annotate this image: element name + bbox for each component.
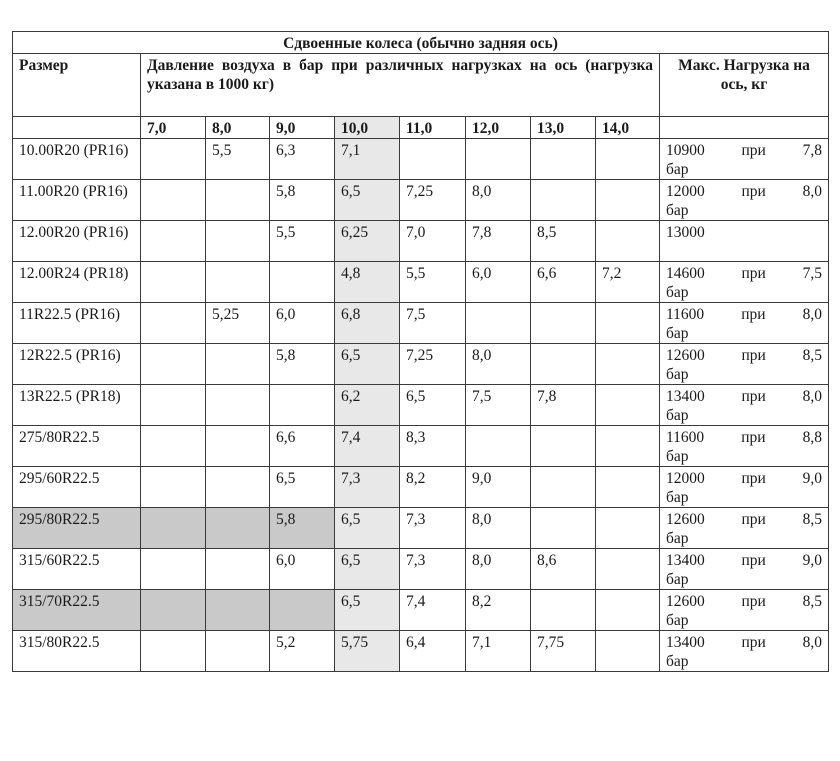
- max-load-line: [666, 305, 822, 324]
- pressure-cell: [141, 549, 206, 590]
- tire-size: 10.00R20 (PR16): [13, 139, 141, 180]
- max-load-cell: [660, 426, 829, 467]
- pressure-cell: 6,0: [270, 549, 335, 590]
- pressure-cell: [531, 467, 596, 508]
- pressure-cell: 7,4: [400, 590, 466, 631]
- max-load-unit: бар: [666, 325, 689, 342]
- max-load-bar: 8,0: [802, 183, 822, 200]
- tire-size: 315/70R22.5: [13, 590, 141, 631]
- pressure-cell: [141, 426, 206, 467]
- pressure-cell: 8,6: [531, 549, 596, 590]
- max-load-unit: бар: [666, 284, 689, 301]
- pressure-cell: 4,8: [335, 262, 400, 303]
- pressure-cell: [206, 590, 270, 631]
- pressure-cell: 6,5: [335, 180, 400, 221]
- max-load-kg: 14600: [666, 265, 705, 282]
- pressure-cell: [400, 139, 466, 180]
- pressure-cell: [596, 221, 660, 262]
- max-load-kg: 13400: [666, 634, 705, 651]
- max-load-unit: бар: [666, 571, 689, 588]
- load-values-row: [13, 117, 829, 139]
- max-load-bar: 8,0: [802, 634, 822, 651]
- pressure-cell: 5,8: [270, 508, 335, 549]
- header-pressure: Давление воздуха в бар при различных нагрузках на ось (нагрузка указана в 1000 кг): [141, 54, 660, 117]
- max-load-line: [666, 551, 822, 570]
- pressure-cell: [206, 467, 270, 508]
- pressure-cell: 6,5: [335, 508, 400, 549]
- pressure-cell: [596, 303, 660, 344]
- max-load-bar: 8,5: [802, 511, 822, 528]
- pressure-cell: 6,6: [270, 426, 335, 467]
- max-load-line: [666, 387, 822, 406]
- pressure-cell: [596, 508, 660, 549]
- table-title-row: [13, 32, 829, 54]
- pressure-cell: 9,0: [466, 467, 531, 508]
- pressure-cell: 7,8: [466, 221, 531, 262]
- pressure-cell: [596, 549, 660, 590]
- pressure-cell: 6,25: [335, 221, 400, 262]
- table-row: [13, 549, 829, 590]
- max-load-kg: 11600: [666, 306, 705, 323]
- max-load-unit: бар: [666, 202, 689, 219]
- max-load-kg: 12600: [666, 593, 705, 610]
- pressure-cell: [206, 344, 270, 385]
- table-row: [13, 590, 829, 631]
- max-load-bar: 8,5: [802, 593, 822, 610]
- pressure-cell: [531, 303, 596, 344]
- pressure-cell: 8,5: [531, 221, 596, 262]
- pressure-cell: [206, 508, 270, 549]
- pressure-cell: 5,5: [206, 139, 270, 180]
- table-row: [13, 508, 829, 549]
- table-row: [13, 262, 829, 303]
- max-load-bar: 8,8: [802, 429, 822, 446]
- pressure-cell: 6,2: [335, 385, 400, 426]
- max-load-line: [666, 264, 822, 283]
- pressure-cell: [206, 549, 270, 590]
- max-load-at: при: [741, 511, 766, 528]
- load-header-cell: 14,0: [596, 117, 660, 139]
- max-load-at: при: [741, 265, 766, 282]
- pressure-cell: [466, 139, 531, 180]
- pressure-cell: [141, 180, 206, 221]
- max-load-line: [666, 469, 822, 488]
- tire-size: 315/60R22.5: [13, 549, 141, 590]
- pressure-cell: 8,2: [400, 467, 466, 508]
- pressure-cell: [270, 262, 335, 303]
- pressure-cell: [141, 303, 206, 344]
- pressure-cell: [141, 344, 206, 385]
- max-load-cell: [660, 221, 829, 262]
- pressure-cell: [270, 385, 335, 426]
- max-load-at: при: [741, 634, 766, 651]
- pressure-cell: 6,3: [270, 139, 335, 180]
- max-load-cell: [660, 139, 829, 180]
- pressure-cell: [531, 180, 596, 221]
- pressure-cell: [141, 262, 206, 303]
- tire-size: 295/60R22.5: [13, 467, 141, 508]
- load-header-cell: 12,0: [466, 117, 531, 139]
- table-row: [13, 385, 829, 426]
- pressure-cell: 6,8: [335, 303, 400, 344]
- max-load-line: [666, 592, 822, 611]
- pressure-cell: [596, 385, 660, 426]
- pressure-cell: 7,5: [400, 303, 466, 344]
- pressure-cell: 6,6: [531, 262, 596, 303]
- load-header-cell: 10,0: [335, 117, 400, 139]
- max-load-bar: 9,0: [802, 552, 822, 569]
- tire-size: 12R22.5 (PR16): [13, 344, 141, 385]
- pressure-cell: 7,1: [335, 139, 400, 180]
- max-load-bar: 9,0: [802, 470, 822, 487]
- pressure-cell: 7,2: [596, 262, 660, 303]
- max-load-at: при: [741, 429, 766, 446]
- max-load-unit: бар: [666, 530, 689, 547]
- table-row: [13, 344, 829, 385]
- pressure-cell: [596, 467, 660, 508]
- pressure-cell: [531, 590, 596, 631]
- max-load-at: при: [741, 347, 766, 364]
- pressure-cell: 6,5: [400, 385, 466, 426]
- pressure-cell: 5,5: [270, 221, 335, 262]
- max-load-bar: 7,5: [802, 265, 822, 282]
- load-header-cell: 11,0: [400, 117, 466, 139]
- pressure-cell: [206, 262, 270, 303]
- max-load-cell: [660, 344, 829, 385]
- load-header-blank: [660, 117, 829, 139]
- pressure-cell: [206, 180, 270, 221]
- pressure-cell: 8,0: [466, 344, 531, 385]
- max-load-cell: [660, 262, 829, 303]
- table-title: Сдвоенные колеса (обычно задняя ось): [13, 32, 829, 54]
- tire-pressure-table: [12, 31, 829, 672]
- max-load-cell: [660, 631, 829, 672]
- pressure-cell: 8,3: [400, 426, 466, 467]
- load-spacer: [13, 117, 141, 139]
- max-load-kg: 13000: [666, 224, 705, 241]
- pressure-cell: 6,5: [335, 344, 400, 385]
- pressure-cell: [531, 426, 596, 467]
- max-load-unit: бар: [666, 366, 689, 383]
- pressure-cell: [206, 385, 270, 426]
- max-load-cell: [660, 385, 829, 426]
- max-load-line: [666, 141, 822, 160]
- tire-size: 275/80R22.5: [13, 426, 141, 467]
- max-load-cell: [660, 549, 829, 590]
- pressure-cell: 7,3: [400, 549, 466, 590]
- pressure-cell: 7,25: [400, 344, 466, 385]
- pressure-cell: 6,0: [270, 303, 335, 344]
- pressure-cell: 8,0: [466, 508, 531, 549]
- pressure-cell: 5,75: [335, 631, 400, 672]
- pressure-cell: 6,5: [335, 590, 400, 631]
- pressure-cell: 6,4: [400, 631, 466, 672]
- tire-size: 12.00R24 (PR18): [13, 262, 141, 303]
- pressure-cell: 8,2: [466, 590, 531, 631]
- pressure-cell: 7,0: [400, 221, 466, 262]
- max-load-cell: [660, 467, 829, 508]
- max-load-cell: [660, 590, 829, 631]
- table-row: [13, 426, 829, 467]
- pressure-cell: [531, 139, 596, 180]
- pressure-cell: 5,8: [270, 180, 335, 221]
- table-row: [13, 180, 829, 221]
- pressure-cell: [141, 631, 206, 672]
- header-max-load: Макс. Нагрузка на ось, кг: [660, 54, 829, 117]
- max-load-bar: 8,0: [802, 306, 822, 323]
- pressure-cell: [596, 180, 660, 221]
- table-row: [13, 631, 829, 672]
- tire-size: 11R22.5 (PR16): [13, 303, 141, 344]
- pressure-cell: 5,25: [206, 303, 270, 344]
- tire-size: 12.00R20 (PR16): [13, 221, 141, 262]
- table-header-row: [13, 54, 829, 117]
- pressure-cell: [141, 508, 206, 549]
- pressure-cell: [596, 139, 660, 180]
- pressure-cell: [141, 590, 206, 631]
- pressure-cell: [466, 426, 531, 467]
- pressure-cell: 6,5: [270, 467, 335, 508]
- pressure-cell: 7,5: [466, 385, 531, 426]
- pressure-cell: 5,8: [270, 344, 335, 385]
- tire-size: 11.00R20 (PR16): [13, 180, 141, 221]
- max-load-bar: 8,0: [802, 388, 822, 405]
- max-load-unit: бар: [666, 407, 689, 424]
- max-load-unit: бар: [666, 448, 689, 465]
- max-load-cell: [660, 180, 829, 221]
- max-load-kg: 12000: [666, 470, 705, 487]
- max-load-line: [666, 633, 822, 652]
- max-load-at: при: [741, 142, 766, 159]
- max-load-unit: бар: [666, 612, 689, 629]
- pressure-cell: [141, 221, 206, 262]
- max-load-kg: 12600: [666, 511, 705, 528]
- pressure-cell: 7,75: [531, 631, 596, 672]
- pressure-cell: 8,0: [466, 180, 531, 221]
- pressure-cell: [206, 426, 270, 467]
- pressure-cell: 7,8: [531, 385, 596, 426]
- max-load-line: [666, 182, 822, 201]
- max-load-at: при: [741, 388, 766, 405]
- max-load-cell: [660, 303, 829, 344]
- pressure-cell: 7,3: [335, 467, 400, 508]
- pressure-cell: [596, 590, 660, 631]
- max-load-unit: бар: [666, 489, 689, 506]
- max-load-bar: 8,5: [802, 347, 822, 364]
- pressure-cell: [141, 139, 206, 180]
- table-row: [13, 467, 829, 508]
- tire-size: 315/80R22.5: [13, 631, 141, 672]
- max-load-kg: 11600: [666, 429, 705, 446]
- header-size: Размер: [13, 54, 141, 117]
- pressure-cell: 7,1: [466, 631, 531, 672]
- pressure-cell: [596, 631, 660, 672]
- max-load-unit: бар: [666, 653, 689, 670]
- load-header-cell: 8,0: [206, 117, 270, 139]
- pressure-cell: [206, 221, 270, 262]
- pressure-cell: 5,5: [400, 262, 466, 303]
- pressure-cell: 7,3: [400, 508, 466, 549]
- pressure-cell: [270, 590, 335, 631]
- max-load-at: при: [741, 593, 766, 610]
- max-load-bar: 7,8: [802, 142, 822, 159]
- max-load-kg: 12000: [666, 183, 705, 200]
- pressure-cell: [141, 385, 206, 426]
- pressure-cell: 8,0: [466, 549, 531, 590]
- max-load-cell: [660, 508, 829, 549]
- pressure-cell: 7,4: [335, 426, 400, 467]
- max-load-at: при: [741, 306, 766, 323]
- max-load-at: при: [741, 183, 766, 200]
- table-row: [13, 221, 829, 262]
- max-load-kg: 10900: [666, 142, 705, 159]
- max-load-line: [666, 510, 822, 529]
- max-load-kg: 13400: [666, 552, 705, 569]
- tire-size: 13R22.5 (PR18): [13, 385, 141, 426]
- load-header-cell: 9,0: [270, 117, 335, 139]
- pressure-cell: [596, 344, 660, 385]
- pressure-cell: [141, 467, 206, 508]
- table-row: [13, 139, 829, 180]
- load-header-cell: 13,0: [531, 117, 596, 139]
- max-load-kg: 12600: [666, 347, 705, 364]
- pressure-cell: 6,5: [335, 549, 400, 590]
- pressure-cell: 6,0: [466, 262, 531, 303]
- load-header-cell: 7,0: [141, 117, 206, 139]
- pressure-cell: [206, 631, 270, 672]
- tire-size: 295/80R22.5: [13, 508, 141, 549]
- max-load-at: при: [741, 552, 766, 569]
- pressure-cell: [466, 303, 531, 344]
- max-load-line: [666, 428, 822, 447]
- max-load-unit: бар: [666, 161, 689, 178]
- max-load-line: [666, 346, 822, 365]
- max-load-kg: 13400: [666, 388, 705, 405]
- max-load-line: [666, 223, 822, 242]
- pressure-cell: [531, 344, 596, 385]
- max-load-at: при: [741, 470, 766, 487]
- table-row: [13, 303, 829, 344]
- pressure-cell: 5,2: [270, 631, 335, 672]
- pressure-cell: [531, 508, 596, 549]
- pressure-cell: [596, 426, 660, 467]
- pressure-cell: 7,25: [400, 180, 466, 221]
